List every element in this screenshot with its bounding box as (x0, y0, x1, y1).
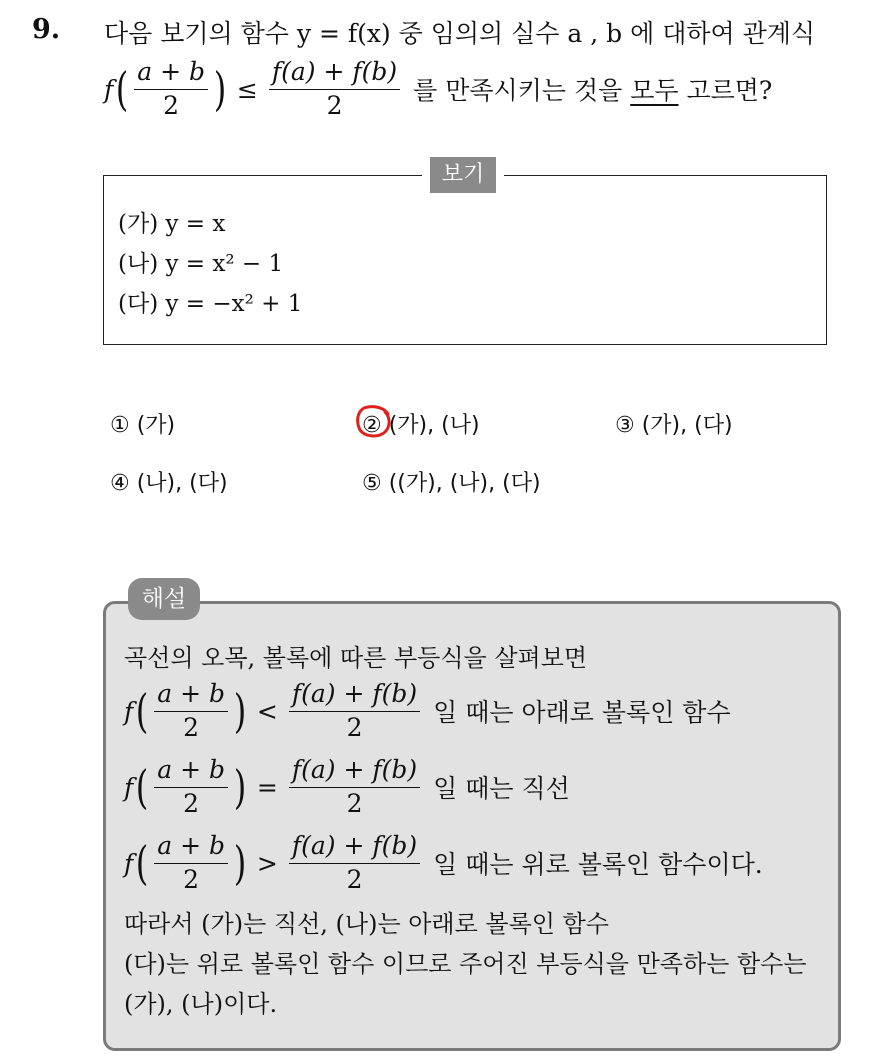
solution-conclusion-1: 따라서 (가)는 직선, (나)는 아래로 볼록인 함수 (124, 910, 609, 938)
row3-text: 일 때는 위로 볼록인 함수이다. (433, 850, 763, 880)
tail-post: 고르면? (678, 76, 773, 106)
solution-label: 해설 (128, 578, 200, 620)
row2-op: = (256, 772, 278, 802)
choice-4[interactable]: ④ (나), (다) (110, 471, 228, 496)
rhs-denominator: 2 (326, 90, 343, 120)
choice-2[interactable]: ② (가), (나) (362, 413, 480, 438)
ineq-operator: ≤ (236, 74, 258, 104)
row1-rhs-num: f(a) + f(b) (289, 680, 420, 712)
solution-conclusion-2: (다)는 위로 볼록인 함수 이므로 주어진 부등식을 만족하는 함수는 (124, 950, 807, 978)
row2-lhs-fraction (154, 756, 228, 819)
lhs-denominator: 2 (163, 90, 180, 120)
row2-rhs-fraction (289, 756, 420, 819)
paren-right: ) (213, 62, 227, 117)
row1-paren-left: ( (135, 684, 149, 739)
rhs-fraction (269, 58, 400, 121)
row1-f: f (124, 696, 134, 726)
question-text-line1: 다음 보기의 함수 y = f(x) 중 임의의 실수 a , b 에 대하여 관계식 (104, 19, 816, 48)
row1-text: 일 때는 아래로 볼록인 함수 (433, 698, 731, 728)
choice-1[interactable]: ① (가) (110, 413, 176, 438)
example-item-da: (다) y = −x² + 1 (118, 291, 303, 317)
row3-rhs-num: f(a) + f(b) (289, 832, 420, 864)
lhs-fraction (134, 58, 208, 121)
row1-paren-right: ) (233, 684, 247, 739)
question-inequality (104, 58, 772, 121)
row3-lhs-num: a + b (154, 832, 228, 864)
row3-paren-right: ) (233, 836, 247, 891)
row2-rhs-den: 2 (346, 788, 363, 818)
row2-rhs-num: f(a) + f(b) (289, 756, 420, 788)
example-box-label: 보기 (430, 157, 496, 193)
row2-paren-left: ( (135, 760, 149, 815)
solution-conclusion-3: (가), (나)이다. (124, 990, 278, 1018)
example-item-ga: (가) y = x (118, 211, 226, 237)
lhs-numerator: a + b (134, 58, 208, 90)
row1-rhs-den: 2 (346, 712, 363, 742)
row3-rhs-den: 2 (346, 864, 363, 894)
solution-intro: 곡선의 오목, 볼록에 따른 부등식을 살펴보면 (124, 644, 588, 672)
choice-5[interactable]: ⑤ ((가), (나), (다) (362, 471, 541, 496)
row2-lhs-den: 2 (183, 788, 200, 818)
ineq-f: f (104, 74, 114, 104)
row1-op: < (256, 696, 278, 726)
answer-circle-mark (354, 404, 394, 440)
question-tail (413, 71, 772, 107)
row1-lhs-den: 2 (183, 712, 200, 742)
row1-lhs-num: a + b (154, 680, 228, 712)
row2-f: f (124, 772, 134, 802)
row3-paren-left: ( (135, 836, 149, 891)
solution-row-convex-up (124, 832, 763, 895)
row2-text: 일 때는 직선 (433, 774, 570, 804)
paren-left: ( (115, 62, 129, 117)
choice-3[interactable]: ③ (가), (다) (615, 413, 733, 438)
example-item-na: (나) y = x² − 1 (118, 251, 284, 277)
row2-paren-right: ) (233, 760, 247, 815)
row1-lhs-fraction (154, 680, 228, 743)
row3-lhs-fraction (154, 832, 228, 895)
tail-underlined: 모두 (630, 76, 679, 106)
question-number: 9. (32, 14, 61, 45)
tail-pre: 를 만족시키는 것을 (413, 76, 631, 106)
solution-row-convex-down (124, 680, 731, 743)
solution-row-line (124, 756, 570, 819)
rhs-numerator: f(a) + f(b) (269, 58, 400, 90)
row3-f: f (124, 848, 134, 878)
row1-rhs-fraction (289, 680, 420, 743)
row3-lhs-den: 2 (183, 864, 200, 894)
row3-op: > (256, 848, 278, 878)
row2-lhs-num: a + b (154, 756, 228, 788)
row3-rhs-fraction (289, 832, 420, 895)
